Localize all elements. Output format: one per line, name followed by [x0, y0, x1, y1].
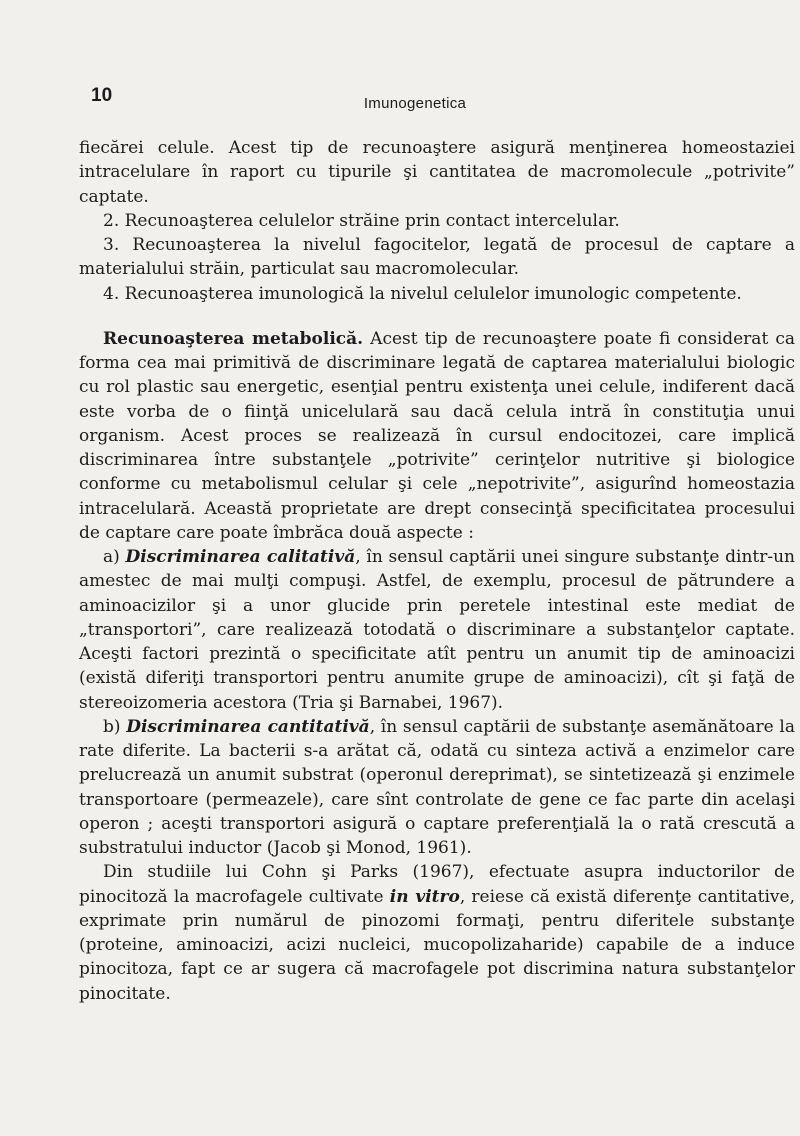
body-text [79, 136, 795, 1006]
paragraph-text: , în sensul captării de substanţe asemănătoare la rate diferite. La bacterii s-a arătat că, odată cu sinteza activă a enzimelor care prelucrează un anumit substrat (operonul dereprimat), se sintetizează şi enzimele transportoare (permeazele), care sînt controlate de gene ce fac parte din acelaşi operon ; aceşti transportori asigură o captare preferenţială la o rată crescută a substratului inductor (Jacob şi Monod, 1961). [79, 716, 796, 858]
term-qualitative: Discriminarea calitativă [125, 547, 356, 567]
page-number: 10 [91, 85, 113, 106]
paragraph-metabolic-recognition [79, 327, 795, 545]
item-label-b: b) [103, 716, 127, 737]
term-in-vitro: in vitro [389, 886, 460, 907]
paragraph-continuation: fiecărei celule. Acest tip de recunoaştere asigură menţinerea homeostaziei intracelulare în raport cu tipurile şi cantitatea de macromolecule „potrivite” captate. [79, 138, 795, 207]
item-label-a: a) [103, 547, 126, 567]
paragraph-text: , în sensul captării unei singure substanţe dintr-un amestec de mai mulţi compuşi. Astfel, de exemplu, procesul de pătrundere a aminoacizilor şi a unor glucide prin peretele intestinal este mediat de „transportori”, care realizează totodată o discriminare a substanţelor captate. Aceşti factori prezintă o specificitate atît pentru un anumit tip de aminoacizi (există diferiţi transportori pentru anumite grupe de aminoacizi), cît şi faţă de stereoizomeria acestora (Tria şi Barnabei, 1967). [79, 547, 795, 713]
running-title: Imunogenetica [363, 95, 467, 112]
list-item-4: 4. Recunoaşterea imunologică la nivelul celulelor imunologic competente. [103, 283, 742, 304]
paragraph-text: , reiese că există diferenţe cantitative, exprimate prin numărul de pinozomi formaţi, pentru diferitele substanţe (proteine, aminoacizi, acizi nucleici, mucopolizaharide) capabile de a induce pinocitoza, fapt ce ar sugera că macrofagele pot discrimina natura substanţelor pinocitate. [79, 886, 795, 1004]
paragraph-text: Acest tip de recunoaştere poate fi considerat ca forma cea mai primitivă de discriminare legată de captarea materialului biologic cu rol plastic sau energetic, esenţial pentru existenţa unei celule, indiferent dacă este vorba de o fiinţă unicelulară sau dacă celula intră în constituţia unui organism. Acest proces se realizează în cursul endocitozei, care implică discriminarea între substanţele „potrivite” cerinţelor nutritive şi biologice conforme cu metabolismul celular şi cele „nepotrivite”, asigurînd homeostazia intracelulară. Această proprietate are drept consecinţă specificitatea procesului de captare care poate îmbrăca două aspecte : [79, 328, 795, 543]
list-item-2: 2. Recunoaşterea celulelor străine prin contact intercelular. [103, 210, 620, 231]
term-quantitative: Discriminarea cantitativă [126, 716, 370, 737]
paragraph-text: Din studiile lui Cohn şi Parks (1967), efectuate asupra inductorilor de pinocitoză la macrofagele cultivate [79, 862, 795, 907]
list-item-3: 3. Recunoaşterea la nivelul fagocitelor, legată de procesul de captare a materialului străin, particulat sau macromolecular. [79, 235, 795, 280]
paragraph-qualitative-discrimination [79, 545, 795, 715]
paragraph-quantitative-discrimination [79, 715, 795, 861]
paragraph-cohn-parks [79, 860, 795, 1006]
section-run-in-heading: Recunoaşterea metabolică. [103, 328, 364, 349]
